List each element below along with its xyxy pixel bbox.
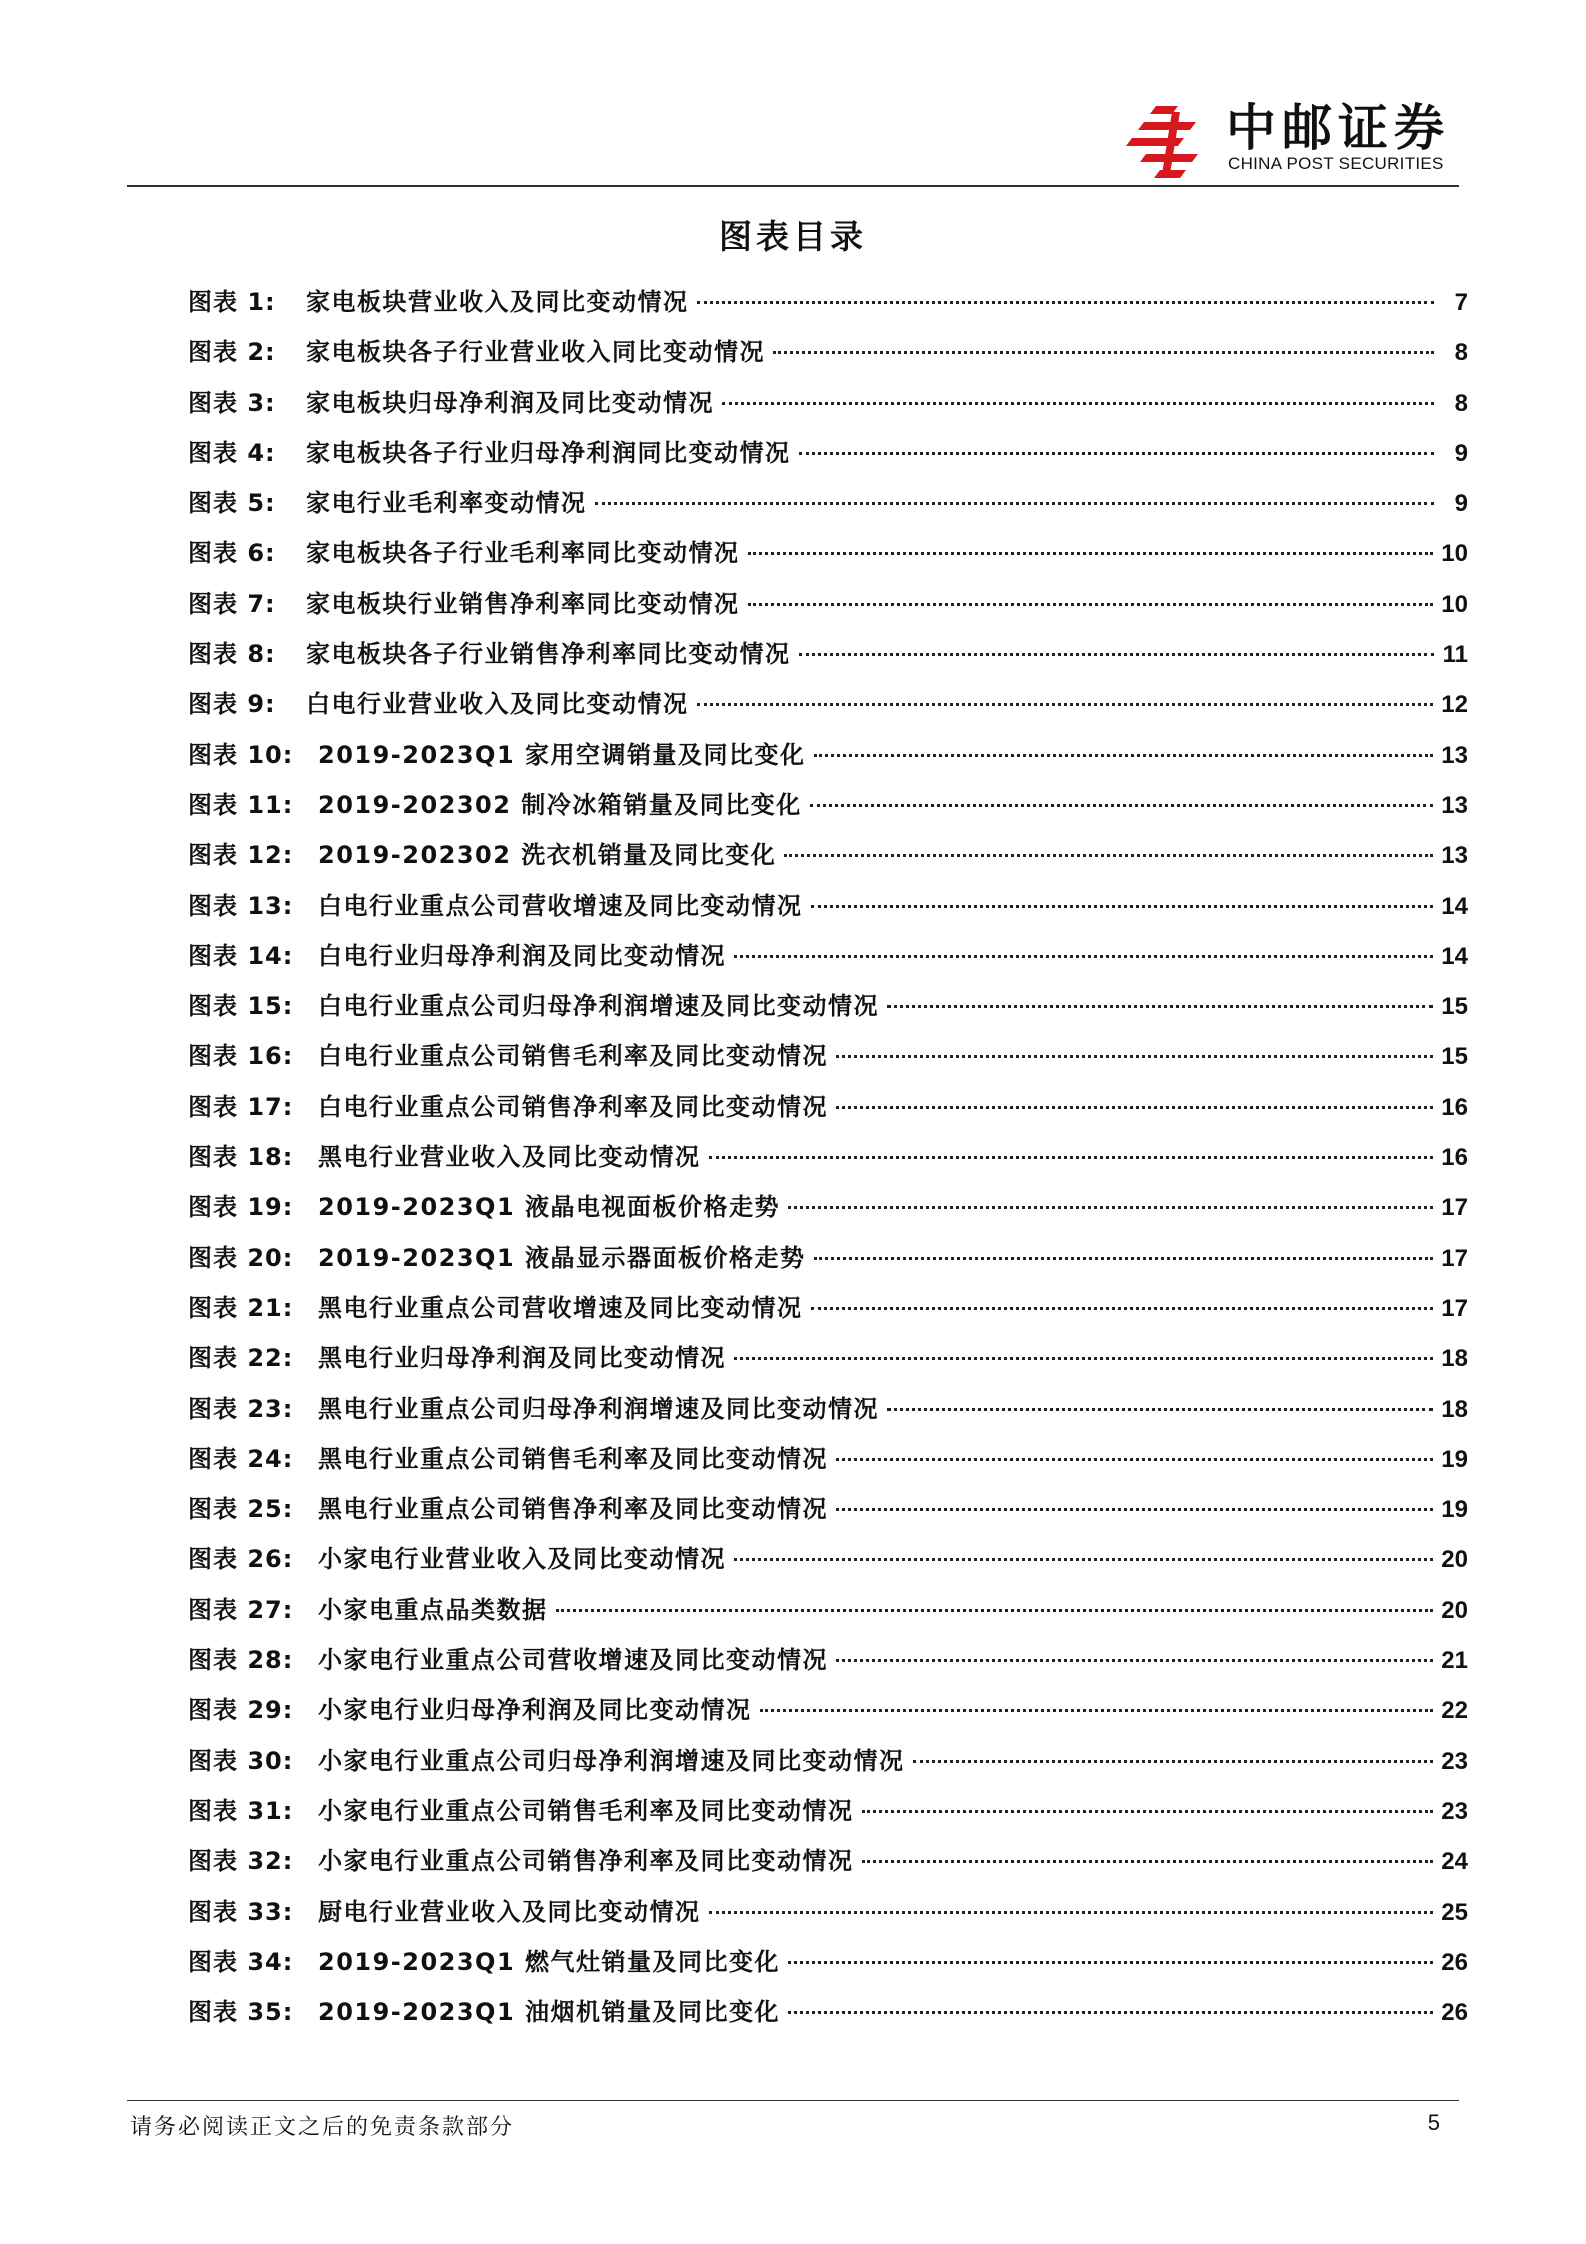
logo-english-name: CHINA POST SECURITIES — [1228, 154, 1444, 173]
toc-leader-dots — [556, 1609, 1434, 1612]
toc-entry[interactable] — [188, 889, 1468, 939]
toc-entry[interactable] — [188, 838, 1468, 888]
toc-entry-page: 17 — [1441, 1294, 1468, 1322]
toc-entry-title: 黑电行业重点公司销售毛利率及同比变动情况 — [318, 1444, 828, 1473]
footer-divider — [127, 2100, 1459, 2101]
toc-entry[interactable] — [188, 1995, 1468, 2045]
toc-entry-label: 图表 34: — [188, 1947, 294, 1976]
toc-entry-title: 白电行业归母净利润及同比变动情况 — [318, 941, 726, 970]
toc-entry-title: 白电行业营业收入及同比变动情况 — [306, 690, 689, 719]
toc-entry-page: 15 — [1441, 993, 1468, 1021]
toc-entry-page: 21 — [1441, 1647, 1468, 1675]
toc-entry-title: 家电行业毛利率变动情况 — [306, 489, 587, 518]
toc-entry[interactable] — [188, 637, 1468, 687]
toc-entry-page: 23 — [1441, 1747, 1468, 1775]
toc-leader-dots — [788, 1206, 1433, 1209]
logo-chinese-name: 中邮证券 — [1226, 99, 1450, 157]
toc-entry-page: 7 — [1454, 289, 1468, 316]
toc-entry-label: 图表 32: — [188, 1847, 294, 1876]
toc-leader-dots — [760, 1709, 1434, 1712]
toc-entry-title: 黑电行业重点公司归母净利润增速及同比变动情况 — [318, 1394, 879, 1423]
toc-entry[interactable] — [188, 335, 1468, 385]
toc-entry[interactable] — [188, 1241, 1468, 1291]
toc-entry-label: 图表 23: — [188, 1394, 294, 1423]
toc-entry-title: 小家电行业营业收入及同比变动情况 — [318, 1545, 726, 1574]
toc-entry[interactable] — [188, 1844, 1468, 1894]
toc-entry-label: 图表 11: — [188, 790, 294, 819]
toc-entry-page: 26 — [1441, 1999, 1468, 2027]
toc-leader-dots — [887, 1005, 1433, 1008]
toc-entry[interactable] — [188, 1593, 1468, 1643]
toc-leader-dots — [811, 1307, 1434, 1310]
toc-entry-page: 13 — [1441, 791, 1468, 819]
toc-entry[interactable] — [188, 1090, 1468, 1140]
toc-entry[interactable] — [188, 1442, 1468, 1492]
toc-leader-dots — [799, 653, 1435, 656]
toc-entry-title: 家电板块各子行业销售净利率同比变动情况 — [306, 640, 791, 669]
company-logo — [1126, 94, 1466, 184]
toc-entry-title: 黑电行业重点公司销售净利率及同比变动情况 — [318, 1495, 828, 1524]
toc-entry-page: 20 — [1441, 1546, 1468, 1574]
toc-entry-page: 18 — [1441, 1345, 1468, 1373]
toc-entry-title: 家电板块各子行业营业收入同比变动情况 — [306, 338, 765, 367]
toc-entry-page: 20 — [1441, 1596, 1468, 1624]
toc-entry-page: 14 — [1441, 892, 1468, 920]
toc-entry[interactable] — [188, 486, 1468, 536]
toc-entry-title: 家电板块各子行业归母净利润同比变动情况 — [306, 438, 791, 467]
toc-entry-title: 黑电行业营业收入及同比变动情况 — [318, 1143, 701, 1172]
toc-entry-title: 小家电行业重点公司归母净利润增速及同比变动情况 — [318, 1746, 905, 1775]
toc-leader-dots — [734, 955, 1433, 958]
toc-entry-page: 17 — [1441, 1244, 1468, 1272]
toc-entry[interactable] — [188, 1492, 1468, 1542]
toc-entry-label: 图表 31: — [188, 1796, 294, 1825]
toc-entry-title: 小家电行业重点公司营收增速及同比变动情况 — [318, 1646, 828, 1675]
toc-leader-dots — [788, 1961, 1433, 1964]
toc-entry[interactable] — [188, 939, 1468, 989]
toc-entry-title: 家电板块营业收入及同比变动情况 — [306, 288, 689, 316]
toc-entry-label: 图表 12: — [188, 841, 294, 870]
toc-entry[interactable] — [188, 536, 1468, 586]
toc-entry-title: 2019-202302 洗衣机销量及同比变化 — [318, 841, 777, 870]
toc-entry-page: 10 — [1441, 540, 1468, 568]
toc-entry-title: 小家电行业归母净利润及同比变动情况 — [318, 1696, 752, 1725]
toc-entry[interactable] — [188, 386, 1468, 436]
toc-entry-page: 22 — [1441, 1697, 1468, 1725]
toc-entry-title: 家电板块各子行业毛利率同比变动情况 — [306, 539, 740, 568]
toc-entry-title: 白电行业重点公司销售毛利率及同比变动情况 — [318, 1042, 828, 1071]
toc-leader-dots — [595, 502, 1435, 505]
toc-leader-dots — [784, 854, 1433, 857]
toc-entry-title: 2019-202302 制冷冰箱销量及同比变化 — [318, 790, 802, 819]
toc-entry-title: 厨电行业营业收入及同比变动情况 — [318, 1897, 701, 1926]
toc-entry-label: 图表 18: — [188, 1143, 294, 1172]
toc-entry-page: 17 — [1441, 1194, 1468, 1222]
toc-entry-label: 图表 24: — [188, 1444, 294, 1473]
toc-entry-page: 13 — [1441, 842, 1468, 870]
toc-entry-page: 16 — [1441, 1093, 1468, 1121]
toc-entry[interactable] — [188, 1392, 1468, 1442]
toc-entry-page: 25 — [1441, 1898, 1468, 1926]
toc-entry[interactable] — [188, 1291, 1468, 1341]
toc-entry-label: 图表 19: — [188, 1193, 294, 1222]
toc-entry-title: 小家电重点品类数据 — [318, 1595, 548, 1624]
toc-entry-page: 8 — [1454, 389, 1468, 417]
toc-entry-label: 图表 17: — [188, 1092, 294, 1121]
footer-page-number: 5 — [1427, 2110, 1440, 2135]
toc-leader-dots — [887, 1408, 1433, 1411]
toc-entry[interactable] — [188, 1693, 1468, 1743]
toc-entry[interactable] — [188, 1794, 1468, 1844]
toc-entry[interactable] — [188, 1341, 1468, 1391]
toc-entry[interactable] — [188, 687, 1468, 737]
toc-entry-label: 图表 9: — [188, 690, 276, 719]
toc-entry-label: 图表 33: — [188, 1897, 294, 1926]
toc-entry-label: 图表 20: — [188, 1243, 294, 1272]
toc-entry-label: 图表 15: — [188, 992, 294, 1021]
toc-entry[interactable] — [188, 1744, 1468, 1794]
footer-disclaimer: 请务必阅读正文之后的免责条款部分 — [130, 2115, 515, 2140]
toc-leader-dots — [811, 905, 1434, 908]
toc-entry-label: 图表 3: — [188, 388, 276, 417]
toc-entry-label: 图表 35: — [188, 1998, 294, 2027]
china-post-logo-icon — [1126, 104, 1212, 182]
toc-entry-page: 15 — [1441, 1043, 1468, 1071]
toc-entry[interactable] — [188, 1643, 1468, 1693]
toc-entry-label: 图表 6: — [188, 539, 276, 568]
toc-leader-dots — [836, 1106, 1433, 1109]
header-divider — [127, 185, 1459, 187]
toc-entry[interactable] — [188, 436, 1468, 486]
toc-entry-page: 9 — [1454, 439, 1468, 467]
toc-entry-label: 图表 5: — [188, 489, 276, 518]
toc-entry-page: 26 — [1441, 1948, 1468, 1976]
toc-entry-page: 16 — [1441, 1144, 1468, 1172]
toc-entry[interactable] — [188, 1039, 1468, 1089]
toc-entry-title: 黑电行业归母净利润及同比变动情况 — [318, 1344, 726, 1373]
toc-leader-dots — [748, 552, 1434, 555]
toc-entry-label: 图表 14: — [188, 941, 294, 970]
toc-entry-title: 家电板块归母净利润及同比变动情况 — [306, 388, 714, 417]
toc-entry-page: 12 — [1441, 691, 1468, 719]
toc-leader-dots — [697, 703, 1434, 706]
toc-leader-dots — [799, 452, 1435, 455]
toc-entry-title: 黑电行业重点公司营收增速及同比变动情况 — [318, 1293, 803, 1322]
toc-entry-label: 图表 28: — [188, 1646, 294, 1675]
toc-entry-label: 图表 1: — [188, 288, 276, 316]
toc-entry-page: 14 — [1441, 942, 1468, 970]
toc-entry[interactable] — [188, 285, 1468, 335]
toc-entry-label: 图表 10: — [188, 740, 294, 769]
toc-entry-page: 11 — [1442, 641, 1468, 669]
toc-leader-dots — [722, 402, 1434, 405]
toc-entry-label: 图表 25: — [188, 1495, 294, 1524]
toc-entry[interactable] — [188, 989, 1468, 1039]
toc-entry-title: 2019-2023Q1 燃气灶销量及同比变化 — [318, 1947, 781, 1976]
toc-entry-title: 白电行业重点公司归母净利润增速及同比变动情况 — [318, 992, 879, 1021]
toc-entry[interactable] — [188, 738, 1468, 788]
toc-entry-title: 2019-2023Q1 油烟机销量及同比变化 — [318, 1998, 781, 2027]
toc-leader-dots — [709, 1156, 1434, 1159]
toc-entry-page: 10 — [1441, 590, 1468, 618]
toc-leader-dots — [913, 1760, 1434, 1763]
toc-entry-page: 13 — [1441, 741, 1468, 769]
toc-entry-label: 图表 27: — [188, 1595, 294, 1624]
toc-entry-page: 24 — [1441, 1848, 1468, 1876]
toc-entry[interactable] — [188, 587, 1468, 637]
toc-leader-dots — [734, 1357, 1433, 1360]
toc-entry-title: 2019-2023Q1 液晶显示器面板价格走势 — [318, 1243, 806, 1272]
toc-leader-dots — [697, 301, 1435, 304]
toc-entry[interactable] — [188, 788, 1468, 838]
toc-entry-label: 图表 26: — [188, 1545, 294, 1574]
toc-entry[interactable] — [188, 1895, 1468, 1945]
toc-entry-label: 图表 4: — [188, 438, 276, 467]
toc-entry-title: 小家电行业重点公司销售毛利率及同比变动情况 — [318, 1796, 854, 1825]
toc-entry-label: 图表 7: — [188, 589, 276, 618]
toc-entry-label: 图表 2: — [188, 338, 276, 367]
table-of-figures — [188, 285, 1468, 2045]
toc-leader-dots — [734, 1558, 1433, 1561]
toc-entry-title: 2019-2023Q1 家用空调销量及同比变化 — [318, 740, 806, 769]
toc-entry-label: 图表 30: — [188, 1746, 294, 1775]
toc-entry-page: 19 — [1441, 1445, 1468, 1473]
toc-entry-page: 9 — [1454, 490, 1468, 518]
toc-entry[interactable] — [188, 1190, 1468, 1240]
toc-entry-page: 23 — [1441, 1797, 1468, 1825]
toc-entry-label: 图表 29: — [188, 1696, 294, 1725]
toc-leader-dots — [862, 1860, 1434, 1863]
toc-entry-label: 图表 21: — [188, 1293, 294, 1322]
toc-leader-dots — [788, 2011, 1433, 2014]
toc-leader-dots — [814, 1257, 1434, 1260]
toc-leader-dots — [814, 754, 1434, 757]
toc-entry-label: 图表 8: — [188, 640, 276, 669]
toc-leader-dots — [810, 804, 1433, 807]
toc-entry-title: 家电板块行业销售净利率同比变动情况 — [306, 589, 740, 618]
toc-leader-dots — [836, 1659, 1433, 1662]
toc-leader-dots — [862, 1810, 1434, 1813]
toc-entry[interactable] — [188, 1945, 1468, 1995]
toc-entry-label: 图表 13: — [188, 891, 294, 920]
toc-entry-title: 白电行业重点公司销售净利率及同比变动情况 — [318, 1092, 828, 1121]
toc-leader-dots — [748, 603, 1434, 606]
toc-entry-title: 白电行业重点公司营收增速及同比变动情况 — [318, 891, 803, 920]
toc-entry-page: 19 — [1441, 1496, 1468, 1524]
toc-leader-dots — [836, 1055, 1433, 1058]
toc-entry-title: 2019-2023Q1 液晶电视面板价格走势 — [318, 1193, 781, 1222]
toc-entry[interactable] — [188, 1140, 1468, 1190]
toc-entry-label: 图表 22: — [188, 1344, 294, 1373]
toc-leader-dots — [709, 1911, 1434, 1914]
toc-entry-page: 18 — [1441, 1395, 1468, 1423]
page-title: 图表目录 — [719, 217, 867, 256]
toc-leader-dots — [773, 351, 1434, 354]
toc-entry-title: 小家电行业重点公司销售净利率及同比变动情况 — [318, 1847, 854, 1876]
toc-leader-dots — [836, 1508, 1433, 1511]
toc-entry[interactable] — [188, 1542, 1468, 1592]
toc-entry-label: 图表 16: — [188, 1042, 294, 1071]
toc-leader-dots — [836, 1458, 1433, 1461]
toc-entry-page: 8 — [1454, 339, 1468, 367]
